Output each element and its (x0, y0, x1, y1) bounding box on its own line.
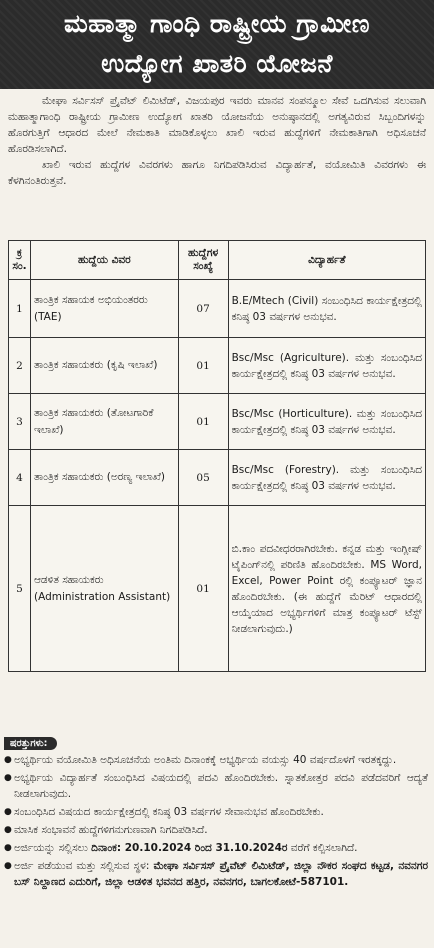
application-window-suffix: ವರೆಗೆ ಕಲ್ಪಿಸಲಾಗಿದೆ. (287, 842, 358, 854)
intro-paragraph-2: ಖಾಲಿ ಇರುವ ಹುದ್ದೆಗಳ ವಿವರಗಳು ಹಾಗೂ ನಿಗದಿಪಡಿಸಿರುವ ವಿದ್ಯಾರ್ಹತೆ, ವಯೋಮಿತಿ ವಿವರಗಳು ಈ ಕೆಳಗಿನಂತಿರುತ್ತವೆ. (8, 159, 426, 187)
list-item (4, 804, 428, 820)
row-count: 01 (178, 338, 228, 394)
condition-text: ಅಭ್ಯರ್ಥಿಯ ವಯೋಮಿತಿ ಅಧಿಸೂಚನೆಯ ಅಂತಿಮ ದಿನಾಂಕಕ್ಕೆ ಅಭ್ಯರ್ಥಿಯ ವಯಸ್ಸು 40 ವರ್ಷದೊಳಗೆ ಇರತಕ್ಕದ್ದು. (14, 754, 397, 766)
table-row (9, 394, 426, 450)
list-item (4, 858, 428, 890)
row-qualification: Bsc/Msc (Agriculture). ಮತ್ತು ಸಂಬಂಧಿಸಿದ ಕಾರ್ಯಕ್ಷೇತ್ರದಲ್ಲಿ ಕನಿಷ್ಠ 03 ವರ್ಷಗಳ ಅನುಭವ. (228, 338, 425, 394)
row-post: ತಾಂತ್ರಿಕ ಸಹಾಯಕರು (ಕೃಷಿ ಇಲಾಖೆ) (30, 338, 178, 394)
condition-text: ಮಾಸಿಕ ಸಂಭಾವನೆ ಹುದ್ದೆಗಳಿಗನುಗುಣವಾಗಿ ನಿಗದಿಪಡಿಸಿದೆ. (14, 824, 208, 836)
header-serial-number: ಕ್ರ ಸಂ. (9, 241, 31, 280)
vacancy-table (8, 240, 426, 672)
row-post: ತಾಂತ್ರಿಕ ಸಹಾಯಕರು (ತೋಟಗಾರಿಕೆ ಇಲಾಖೆ) (30, 394, 178, 450)
banner-title-line-2: ಉದ್ಯೋಗ ಖಾತರಿ ಯೋಜನೆ (101, 49, 333, 78)
condition-text (14, 840, 428, 856)
row-serial: 4 (9, 450, 31, 506)
list-item (4, 770, 428, 802)
condition-text (14, 858, 428, 890)
row-post: ಆಡಳಿತ ಸಹಾಯಕರು (Administration Assistant) (30, 506, 178, 672)
row-post: ತಾಂತ್ರಿಕ ಸಹಾಯಕ ಅಭಿಯಂತರರು (TAE) (30, 280, 178, 338)
row-qualification: B.E/Mtech (Civil) ಸಂಬಂಧಿಸಿದ ಕಾರ್ಯಕ್ಷೇತ್ರದಲ್ಲಿ ಕನಿಷ್ಠ 03 ವರ್ಷಗಳ ಅನುಭವ. (228, 280, 425, 338)
bullet-icon: ● (4, 825, 12, 835)
row-qualification: Bsc/Msc (Forestry). ಮತ್ತು ಸಂಬಂಧಿಸಿದ ಕಾರ್ಯಕ್ಷೇತ್ರದಲ್ಲಿ ಕನಿಷ್ಠ 03 ವರ್ಷಗಳ ಅನುಭವ. (228, 450, 425, 506)
bullet-icon: ● (4, 861, 12, 871)
row-serial: 3 (9, 394, 31, 450)
header-qualification: ವಿದ್ಯಾರ್ಹತೆ (228, 241, 425, 280)
table-header-row (9, 241, 426, 280)
bullet-icon: ● (4, 843, 12, 853)
condition-text: ಸಂಬಂಧಿಸಿದ ವಿಷಯದ ಕಾರ್ಯಕ್ಷೇತ್ರದಲ್ಲಿ ಕನಿಷ್ಠ 03 ವರ್ಷಗಳ ಸೇವಾನುಭವ ಹೊಂದಿರಬೇಕು. (14, 806, 324, 818)
row-serial: 1 (9, 280, 31, 338)
condition-text: ಅಭ್ಯರ್ಥಿಯ ವಿದ್ಯಾರ್ಹತೆ ಸಂಬಂಧಿಸಿದ ವಿಷಯದಲ್ಲಿ ಪದವಿ ಹೊಂದಿರಬೇಕು. ಸ್ನಾತಕೋತ್ತರ ಪದವಿ ಪಡೆದವರಿಗೆ ಆದ್ಯತೆ ನೀಡಲಾಗುವುದು. (14, 772, 428, 800)
row-serial: 2 (9, 338, 31, 394)
row-post: ತಾಂತ್ರಿಕ ಸಹಾಯಕರು (ಅರಣ್ಯ ಇಲಾಖೆ) (30, 450, 178, 506)
submission-address: ಮೇಘಾ ಸರ್ವಿಸಸ್ ಪ್ರೈವೆಟ್ ಲಿಮಿಟೆಡ್, ಜಿಲ್ಲಾ ನೌಕರ ಸಂಘದ ಕಟ್ಟಡ, ನವನಗರ ಬಸ್ ನಿಲ್ದಾಣದ ಎದುರಿಗೆ, ಜಿಲ್ಲಾ ಆಡಳಿತ ಭವನದ ಹತ್ತಿರ, ನವನಗರ, ಬಾಗಲಕೋಟೆ-587101. (14, 860, 428, 888)
list-item (4, 752, 428, 768)
row-count: 01 (178, 394, 228, 450)
submission-place-label: ಅರ್ಜಿ ಪಡೆಯುವ ಮತ್ತು ಸಲ್ಲಿಸುವ ಸ್ಥಳ: (14, 860, 154, 872)
header-post-count: ಹುದ್ದೆಗಳ ಸಂಖ್ಯೆ (178, 241, 228, 280)
title-banner (0, 0, 434, 89)
table-row (9, 280, 426, 338)
header-post-details: ಹುದ್ದೆಯ ವಿವರ (30, 241, 178, 280)
banner-title-line-1: ಮಹಾತ್ಮಾ ಗಾಂಧಿ ರಾಷ್ಟ್ರೀಯ ಗ್ರಾಮೀಣ (64, 9, 370, 38)
intro-section (8, 93, 426, 189)
bullet-icon: ● (4, 773, 12, 783)
bullet-icon: ● (4, 807, 12, 817)
conditions-tag: ಷರತ್ತುಗಳು: (4, 737, 57, 750)
table-row (9, 450, 426, 506)
row-qualification: Bsc/Msc (Horticulture). ಮತ್ತು ಸಂಬಂಧಿಸಿದ ಕಾರ್ಯಕ್ಷೇತ್ರದಲ್ಲಿ ಕನಿಷ್ಠ 03 ವರ್ಷಗಳ ಅನುಭವ. (228, 394, 425, 450)
table-row (9, 338, 426, 394)
conditions-list (4, 752, 428, 892)
application-window-prefix: ಅರ್ಜಿಯನ್ನು ಸಲ್ಲಿಸಲು (14, 842, 92, 854)
row-serial: 5 (9, 506, 31, 672)
row-count: 05 (178, 450, 228, 506)
application-window-dates: ದಿನಾಂಕ: 20.10.2024 ರಿಂದ 31.10.2024ರ (91, 842, 288, 854)
list-item (4, 822, 428, 838)
intro-paragraph-1: ಮೇಘಾ ಸರ್ವಿಸಸ್ ಪ್ರೈವೆಟ್ ಲಿಮಿಟೆಡ್, ವಿಜಯಪುರ ಇವರು ಮಾನವ ಸಂಪನ್ಮೂಲ ಸೇವೆ ಒದಗಿಸುವ ಸಲುವಾಗಿ ಮಹಾತ್ಮಾಗಾಂಧಿ ರಾಷ್ಟ್ರೀಯ ಗ್ರಾಮೀಣ ಉದ್ಯೋಗ ಖಾತರಿ ಯೋಜನೆಯ ಅನುಷ್ಠಾನದಲ್ಲಿ ಅಗತ್ಯವಿರುವ ಸಿಬ್ಬಂದಿಗಳನ್ನು ಹೊರಗುತ್ತಿಗೆ ಆಧಾರದ ಮೇಲೆ ನೇಮಕಾತಿ ಮಾಡಿಕೊಳ್ಳಲು ಖಾಲಿ ಇರುವ ಹುದ್ದೆಗಳಿಗೆ ನೇಮಕಾತಿಗಾಗಿ ಅಧಿಸೂಚನೆ ಹೊರಡಿಸಲಾಗಿದೆ. (8, 95, 426, 155)
row-count: 07 (178, 280, 228, 338)
row-count: 01 (178, 506, 228, 672)
list-item (4, 840, 428, 856)
bullet-icon: ● (4, 755, 12, 765)
row-qualification: ಬಿ.ಕಾಂ ಪದವೀಧರರಾಗಿರಬೇಕು. ಕನ್ನಡ ಮತ್ತು ಇಂಗ್ಲೀಷ್ ಟೈಪಿಂಗ್‌ನಲ್ಲಿ ಪರಿಣಿತಿ ಹೊಂದಿರಬೇಕು. MS Word, Excel, Power Point ರಲ್ಲಿ ಕಂಪ್ಯೂಟರ್ ಜ್ಞಾನ ಹೊಂದಿರಬೇಕು. (ಈ ಹುದ್ದೆಗೆ ಮೆರಿಟ್ ಆಧಾರದಲ್ಲಿ ಆಯ್ಕೆಯಾದ ಅಭ್ಯರ್ಥಿಗಳಿಗೆ ಮಾತ್ರ ಕಂಪ್ಯೂಟರ್ ಟೆಸ್ಟ್ ನೀಡಲಾಗುವುದು.) (228, 506, 425, 672)
table-row (9, 506, 426, 672)
